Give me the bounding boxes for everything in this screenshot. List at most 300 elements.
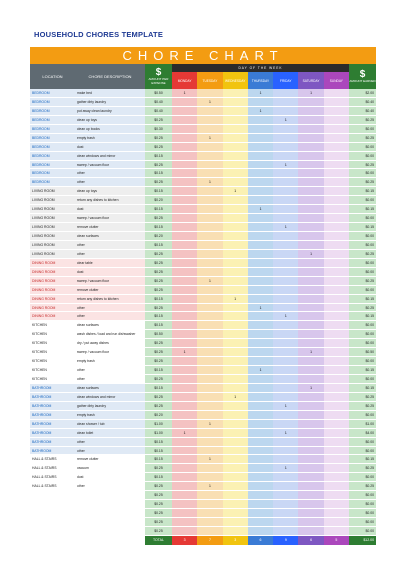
amount-cell[interactable]: $0.25 [145,375,172,383]
day-cell-saturday[interactable] [298,178,323,186]
day-cell-sunday[interactable] [324,402,349,410]
day-cell-thursday[interactable] [248,375,273,383]
amount-cell[interactable]: $0.25 [145,268,172,276]
amount-cell[interactable]: $0.40 [145,98,172,106]
amount-cell[interactable]: $0.25 [145,491,172,499]
location-cell[interactable]: BEDROOM [30,134,75,142]
day-cell-wednesday[interactable] [223,339,248,347]
day-cell-thursday[interactable] [248,250,273,258]
day-cell-thursday[interactable] [248,500,273,508]
amount-cell[interactable]: $0.25 [145,464,172,472]
day-cell-sunday[interactable] [324,411,349,419]
location-cell[interactable]: LIVING ROOM [30,232,75,240]
day-cell-sunday[interactable] [324,98,349,106]
location-cell[interactable]: BEDROOM [30,169,75,177]
day-cell-wednesday[interactable] [223,330,248,338]
amount-cell[interactable]: $0.15 [145,223,172,231]
day-cell-sunday[interactable] [324,438,349,446]
day-cell-tuesday[interactable] [197,304,222,312]
day-cell-monday[interactable] [172,241,197,249]
day-cell-wednesday[interactable] [223,286,248,294]
amount-cell[interactable]: $0.25 [145,250,172,258]
day-cell-wednesday[interactable] [223,116,248,124]
day-cell-thursday[interactable] [248,473,273,481]
day-cell-monday[interactable] [172,402,197,410]
day-cell-saturday[interactable] [298,312,323,320]
day-cell-friday[interactable] [273,366,298,374]
day-cell-tuesday[interactable]: 1 [197,482,222,490]
description-cell[interactable]: gather dirty laundry [75,98,145,106]
location-cell[interactable]: BEDROOM [30,161,75,169]
location-cell[interactable]: DINING ROOM [30,304,75,312]
day-cell-sunday[interactable] [324,89,349,97]
description-cell[interactable]: clean windows and mirror [75,152,145,160]
day-cell-saturday[interactable] [298,259,323,267]
day-cell-saturday[interactable] [298,357,323,365]
day-cell-friday[interactable] [273,482,298,490]
day-cell-sunday[interactable] [324,491,349,499]
day-cell-thursday[interactable]: 1 [248,205,273,213]
location-cell[interactable]: BATHROOM [30,411,75,419]
day-cell-tuesday[interactable] [197,107,222,115]
day-cell-thursday[interactable] [248,509,273,517]
location-cell[interactable]: KITCHEN [30,357,75,365]
day-cell-sunday[interactable] [324,259,349,267]
day-cell-wednesday[interactable] [223,438,248,446]
day-cell-friday[interactable] [273,393,298,401]
location-cell[interactable]: LIVING ROOM [30,223,75,231]
amount-cell[interactable]: $0.25 [145,134,172,142]
day-cell-sunday[interactable] [324,393,349,401]
day-cell-saturday[interactable]: 1 [298,250,323,258]
day-cell-monday[interactable] [172,366,197,374]
day-cell-wednesday[interactable] [223,98,248,106]
day-cell-monday[interactable] [172,455,197,463]
day-cell-monday[interactable] [172,330,197,338]
day-cell-saturday[interactable] [298,330,323,338]
day-cell-friday[interactable] [273,232,298,240]
day-cell-sunday[interactable] [324,357,349,365]
day-cell-saturday[interactable]: 1 [298,89,323,97]
day-cell-tuesday[interactable] [197,429,222,437]
day-cell-friday[interactable] [273,241,298,249]
description-cell[interactable]: clean toilet [75,429,145,437]
day-cell-sunday[interactable] [324,125,349,133]
day-cell-saturday[interactable] [298,232,323,240]
day-cell-monday[interactable] [172,152,197,160]
day-cell-wednesday[interactable] [223,304,248,312]
day-cell-monday[interactable] [172,304,197,312]
day-cell-friday[interactable] [273,330,298,338]
day-cell-thursday[interactable]: 1 [248,366,273,374]
amount-cell[interactable]: $0.15 [145,169,172,177]
day-cell-tuesday[interactable] [197,384,222,392]
day-cell-friday[interactable] [273,491,298,499]
amount-cell[interactable]: $0.20 [145,411,172,419]
day-cell-sunday[interactable] [324,286,349,294]
day-cell-wednesday[interactable] [223,107,248,115]
amount-cell[interactable]: $0.50 [145,89,172,97]
day-cell-monday[interactable] [172,223,197,231]
day-cell-tuesday[interactable]: 1 [197,455,222,463]
day-cell-friday[interactable] [273,509,298,517]
location-cell[interactable] [30,527,75,535]
day-cell-saturday[interactable] [298,98,323,106]
amount-cell[interactable]: $0.25 [145,482,172,490]
amount-cell[interactable]: $0.25 [145,178,172,186]
day-cell-thursday[interactable] [248,491,273,499]
location-cell[interactable]: BEDROOM [30,98,75,106]
amount-cell[interactable]: $0.25 [145,518,172,526]
location-cell[interactable]: KITCHEN [30,321,75,329]
day-cell-monday[interactable] [172,98,197,106]
location-cell[interactable]: BEDROOM [30,152,75,160]
day-cell-tuesday[interactable] [197,286,222,294]
day-cell-monday[interactable] [172,527,197,535]
day-cell-saturday[interactable] [298,482,323,490]
day-cell-tuesday[interactable] [197,491,222,499]
amount-cell[interactable]: $0.25 [145,143,172,151]
day-cell-sunday[interactable] [324,527,349,535]
day-cell-sunday[interactable] [324,205,349,213]
day-cell-tuesday[interactable]: 1 [197,277,222,285]
location-cell[interactable] [30,500,75,508]
day-cell-sunday[interactable] [324,161,349,169]
day-cell-tuesday[interactable] [197,214,222,222]
day-cell-saturday[interactable] [298,241,323,249]
amount-cell[interactable]: $0.25 [145,286,172,294]
day-cell-thursday[interactable] [248,482,273,490]
day-cell-sunday[interactable] [324,482,349,490]
day-cell-saturday[interactable] [298,169,323,177]
description-cell[interactable]: other [75,375,145,383]
day-cell-tuesday[interactable] [197,259,222,267]
day-cell-wednesday[interactable] [223,375,248,383]
day-cell-saturday[interactable]: 1 [298,384,323,392]
location-cell[interactable] [30,491,75,499]
day-cell-friday[interactable]: 1 [273,429,298,437]
description-cell[interactable]: sweep / vacuum floor [75,277,145,285]
day-cell-monday[interactable] [172,187,197,195]
day-cell-monday[interactable] [172,196,197,204]
amount-cell[interactable]: $0.50 [145,330,172,338]
location-cell[interactable]: BATHROOM [30,393,75,401]
location-cell[interactable]: BATHROOM [30,447,75,455]
amount-cell[interactable]: $0.15 [145,295,172,303]
description-cell[interactable]: clean windows and mirror [75,393,145,401]
description-cell[interactable]: empty trash [75,134,145,142]
day-cell-wednesday[interactable] [223,482,248,490]
day-cell-tuesday[interactable] [197,411,222,419]
day-cell-monday[interactable] [172,178,197,186]
day-cell-wednesday[interactable] [223,527,248,535]
day-cell-tuesday[interactable] [197,518,222,526]
day-cell-monday[interactable] [172,473,197,481]
day-cell-monday[interactable] [172,500,197,508]
day-cell-thursday[interactable] [248,286,273,294]
day-cell-wednesday[interactable] [223,89,248,97]
day-cell-saturday[interactable] [298,438,323,446]
description-cell[interactable]: gather dirty laundry [75,402,145,410]
day-cell-tuesday[interactable] [197,232,222,240]
location-cell[interactable]: LIVING ROOM [30,196,75,204]
amount-cell[interactable]: $0.15 [145,187,172,195]
day-cell-wednesday[interactable] [223,268,248,276]
day-cell-monday[interactable]: 1 [172,429,197,437]
day-cell-sunday[interactable] [324,295,349,303]
day-cell-friday[interactable] [273,420,298,428]
day-cell-thursday[interactable] [248,312,273,320]
day-cell-tuesday[interactable] [197,187,222,195]
day-cell-monday[interactable] [172,250,197,258]
day-cell-friday[interactable] [273,205,298,213]
day-cell-saturday[interactable] [298,286,323,294]
day-cell-sunday[interactable] [324,232,349,240]
day-cell-sunday[interactable] [324,375,349,383]
day-cell-tuesday[interactable]: 1 [197,98,222,106]
day-cell-saturday[interactable] [298,339,323,347]
description-cell[interactable]: other [75,482,145,490]
day-cell-thursday[interactable]: 1 [248,89,273,97]
amount-cell[interactable]: $0.15 [145,384,172,392]
day-cell-thursday[interactable] [248,527,273,535]
day-cell-monday[interactable] [172,482,197,490]
day-cell-monday[interactable] [172,491,197,499]
description-cell[interactable]: clean up books [75,125,145,133]
day-cell-thursday[interactable] [248,178,273,186]
day-cell-wednesday[interactable] [223,491,248,499]
description-cell[interactable]: clear table [75,259,145,267]
description-cell[interactable]: other [75,304,145,312]
day-cell-tuesday[interactable] [197,143,222,151]
amount-cell[interactable]: $0.25 [145,259,172,267]
day-cell-friday[interactable] [273,339,298,347]
day-cell-thursday[interactable] [248,232,273,240]
day-cell-monday[interactable] [172,509,197,517]
day-cell-friday[interactable] [273,89,298,97]
day-cell-saturday[interactable] [298,321,323,329]
amount-cell[interactable]: $0.25 [145,277,172,285]
day-cell-friday[interactable]: 1 [273,116,298,124]
amount-cell[interactable]: $0.25 [145,357,172,365]
day-cell-saturday[interactable] [298,500,323,508]
day-cell-monday[interactable] [172,393,197,401]
amount-cell[interactable]: $0.25 [145,339,172,347]
day-cell-thursday[interactable] [248,259,273,267]
day-cell-thursday[interactable] [248,277,273,285]
amount-cell[interactable]: $0.15 [145,366,172,374]
day-cell-wednesday[interactable] [223,357,248,365]
day-cell-thursday[interactable] [248,402,273,410]
location-cell[interactable]: HALL & STAIRS [30,464,75,472]
description-cell[interactable]: dust [75,143,145,151]
day-cell-tuesday[interactable] [197,330,222,338]
day-cell-saturday[interactable] [298,187,323,195]
location-cell[interactable]: LIVING ROOM [30,214,75,222]
description-cell[interactable]: other [75,312,145,320]
day-cell-tuesday[interactable] [197,125,222,133]
day-cell-wednesday[interactable] [223,152,248,160]
day-cell-friday[interactable] [273,295,298,303]
day-cell-monday[interactable] [172,169,197,177]
description-cell[interactable]: sweep / vacuum floor [75,161,145,169]
day-cell-wednesday[interactable] [223,143,248,151]
location-cell[interactable]: BATHROOM [30,384,75,392]
day-cell-friday[interactable] [273,152,298,160]
day-cell-saturday[interactable] [298,366,323,374]
description-cell[interactable]: return any dishes to kitchen [75,196,145,204]
day-cell-friday[interactable]: 1 [273,223,298,231]
amount-cell[interactable]: $0.25 [145,402,172,410]
location-cell[interactable]: BEDROOM [30,125,75,133]
day-cell-wednesday[interactable] [223,411,248,419]
day-cell-thursday[interactable] [248,196,273,204]
day-cell-monday[interactable] [172,384,197,392]
day-cell-thursday[interactable] [248,438,273,446]
description-cell[interactable]: clean up toys [75,187,145,195]
description-cell[interactable]: remove clutter [75,286,145,294]
day-cell-saturday[interactable] [298,455,323,463]
day-cell-wednesday[interactable] [223,473,248,481]
day-cell-tuesday[interactable] [197,161,222,169]
day-cell-sunday[interactable] [324,169,349,177]
day-cell-friday[interactable] [273,447,298,455]
day-cell-wednesday[interactable] [223,420,248,428]
day-cell-sunday[interactable] [324,384,349,392]
day-cell-saturday[interactable] [298,447,323,455]
day-cell-tuesday[interactable] [197,393,222,401]
location-cell[interactable]: BEDROOM [30,116,75,124]
amount-cell[interactable]: $0.30 [145,125,172,133]
description-cell[interactable]: empty trash [75,411,145,419]
amount-cell[interactable]: $0.25 [145,161,172,169]
day-cell-monday[interactable] [172,420,197,428]
description-cell[interactable] [75,509,145,517]
day-cell-friday[interactable] [273,348,298,356]
description-cell[interactable]: remove clutter [75,223,145,231]
day-cell-saturday[interactable] [298,509,323,517]
location-cell[interactable]: DINING ROOM [30,268,75,276]
day-cell-monday[interactable] [172,438,197,446]
day-cell-tuesday[interactable] [197,500,222,508]
day-cell-tuesday[interactable] [197,357,222,365]
day-cell-saturday[interactable] [298,152,323,160]
location-cell[interactable]: BATHROOM [30,420,75,428]
description-cell[interactable]: other [75,169,145,177]
day-cell-saturday[interactable] [298,420,323,428]
description-cell[interactable] [75,500,145,508]
day-cell-tuesday[interactable] [197,89,222,97]
location-cell[interactable]: DINING ROOM [30,277,75,285]
day-cell-monday[interactable] [172,161,197,169]
description-cell[interactable] [75,491,145,499]
location-cell[interactable]: DINING ROOM [30,286,75,294]
day-cell-wednesday[interactable] [223,169,248,177]
day-cell-saturday[interactable] [298,196,323,204]
day-cell-thursday[interactable] [248,339,273,347]
day-cell-friday[interactable] [273,178,298,186]
day-cell-wednesday[interactable] [223,384,248,392]
amount-cell[interactable]: $0.25 [145,116,172,124]
day-cell-saturday[interactable] [298,143,323,151]
location-cell[interactable]: KITCHEN [30,339,75,347]
day-cell-monday[interactable] [172,116,197,124]
day-cell-thursday[interactable] [248,143,273,151]
day-cell-wednesday[interactable]: 1 [223,393,248,401]
location-cell[interactable]: KITCHEN [30,366,75,374]
day-cell-thursday[interactable] [248,384,273,392]
day-cell-sunday[interactable] [324,196,349,204]
day-cell-wednesday[interactable] [223,196,248,204]
day-cell-monday[interactable] [172,464,197,472]
day-cell-wednesday[interactable] [223,241,248,249]
day-cell-thursday[interactable] [248,420,273,428]
day-cell-sunday[interactable] [324,321,349,329]
day-cell-wednesday[interactable] [223,447,248,455]
day-cell-monday[interactable] [172,259,197,267]
day-cell-tuesday[interactable] [197,312,222,320]
day-cell-tuesday[interactable] [197,205,222,213]
day-cell-monday[interactable] [172,286,197,294]
location-cell[interactable]: HALL & STAIRS [30,455,75,463]
day-cell-monday[interactable] [172,518,197,526]
day-cell-sunday[interactable] [324,304,349,312]
location-cell[interactable]: KITCHEN [30,330,75,338]
day-cell-wednesday[interactable] [223,223,248,231]
description-cell[interactable]: dry / put away dishes [75,339,145,347]
day-cell-wednesday[interactable] [223,500,248,508]
location-cell[interactable]: DINING ROOM [30,312,75,320]
day-cell-wednesday[interactable] [223,178,248,186]
day-cell-saturday[interactable] [298,402,323,410]
day-cell-monday[interactable] [172,411,197,419]
day-cell-monday[interactable] [172,214,197,222]
day-cell-wednesday[interactable] [223,366,248,374]
day-cell-monday[interactable] [172,312,197,320]
amount-cell[interactable]: $0.15 [145,438,172,446]
location-cell[interactable]: DINING ROOM [30,295,75,303]
day-cell-saturday[interactable] [298,491,323,499]
day-cell-wednesday[interactable] [223,348,248,356]
day-cell-tuesday[interactable] [197,473,222,481]
day-cell-saturday[interactable] [298,116,323,124]
day-cell-monday[interactable] [172,357,197,365]
day-cell-thursday[interactable] [248,464,273,472]
day-cell-friday[interactable]: 1 [273,161,298,169]
description-cell[interactable]: remove clutter [75,455,145,463]
day-cell-tuesday[interactable] [197,152,222,160]
amount-cell[interactable]: $0.15 [145,473,172,481]
day-cell-saturday[interactable] [298,464,323,472]
amount-cell[interactable]: $1.00 [145,420,172,428]
description-cell[interactable]: dust [75,268,145,276]
day-cell-tuesday[interactable] [197,527,222,535]
day-cell-thursday[interactable] [248,393,273,401]
day-cell-friday[interactable] [273,259,298,267]
description-cell[interactable]: other [75,178,145,186]
day-cell-monday[interactable] [172,321,197,329]
amount-cell[interactable]: $0.15 [145,312,172,320]
day-cell-monday[interactable]: 1 [172,348,197,356]
day-cell-saturday[interactable] [298,161,323,169]
day-cell-tuesday[interactable] [197,375,222,383]
amount-cell[interactable]: $0.20 [145,196,172,204]
day-cell-sunday[interactable] [324,223,349,231]
day-cell-sunday[interactable] [324,420,349,428]
day-cell-sunday[interactable] [324,107,349,115]
day-cell-wednesday[interactable] [223,125,248,133]
day-cell-friday[interactable] [273,187,298,195]
